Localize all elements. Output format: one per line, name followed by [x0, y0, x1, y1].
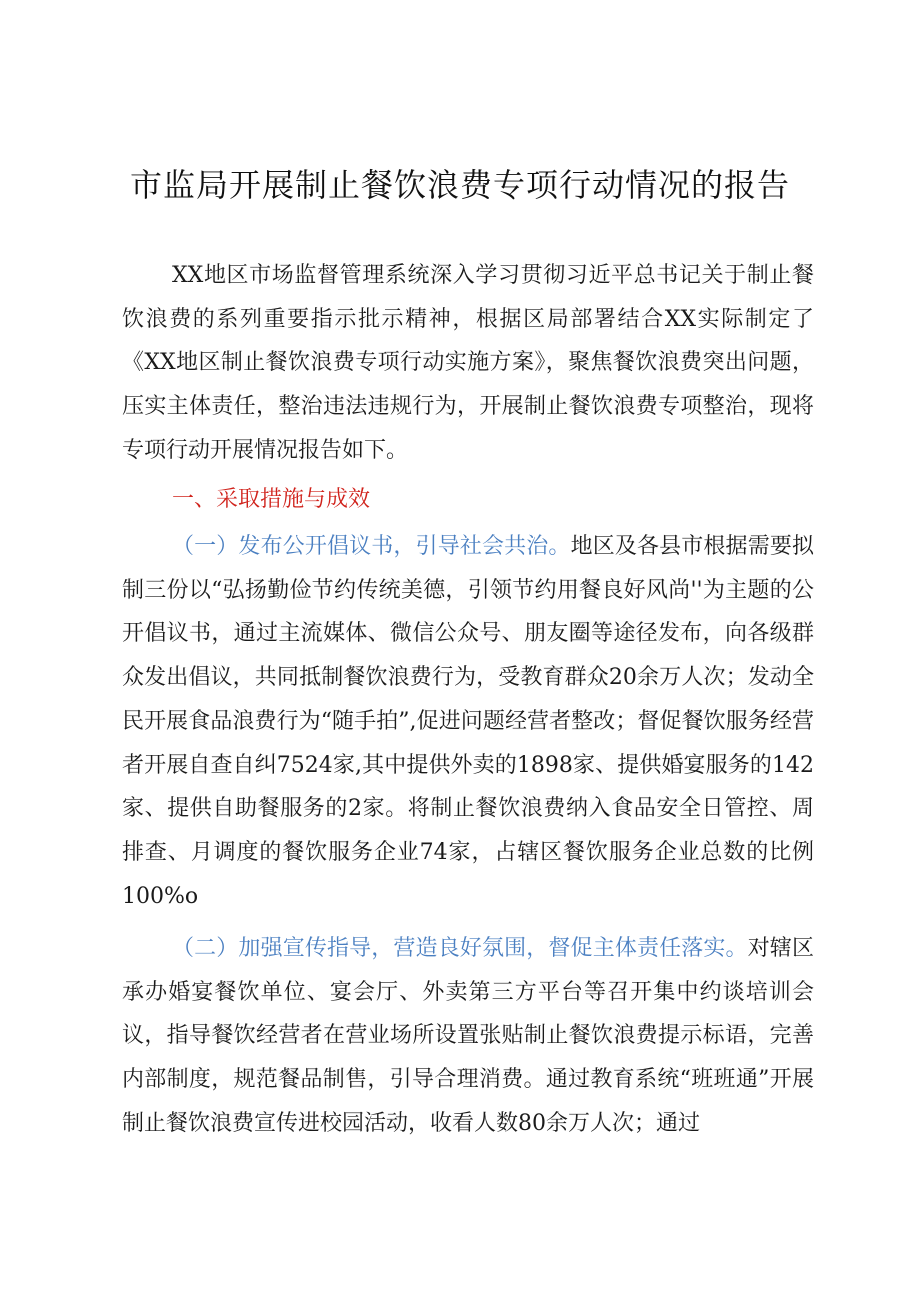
item-1-text: 地区及各县市根据需要拟制三份以“弘扬勤俭节约传统美德，引领节约用餐良好风尚''为主题的公开倡议书，通过主流媒体、微信公众号、朋友圈等途径发布，向各级群众发出倡议，共同抵制餐饮浪费行为，受教育群众20余万人次；发动全民开展食品浪费行为“随手拍”,促进问题经营者整改；督促餐饮服务经营者开展自查自纠7524家,其中提供外卖的1898家、提供婚宴服务的142家、提供自助餐服务的2家。将制止餐饮浪费纳入食品安全日管控、周排查、月调度的餐饮服务企业74家，占辖区餐饮服务企业总数的比例100%o — [122, 534, 814, 909]
document-title: 市监局开展制止餐饮浪费专项行动情况的报告 — [129, 166, 790, 204]
item-2-subheading: （二）加强宣传指导，营造良好氛围，督促主体责任落实。 — [172, 936, 748, 961]
paragraph-item-1 — [122, 525, 814, 918]
item-2-text: 对辖区承办婚宴餐饮单位、宴会厅、外卖第三方平台等召开集中约谈培训会议，指导餐饮经营者在营业场所设置张贴制止餐饮浪费提示标语，完善内部制度，规范餐品制售，引导合理消费。通过教育系统“班班通”开展制止餐饮浪费宣传进校园活动，收看人数80余万人次；通过 — [122, 936, 814, 1136]
section-heading: 一、采取措施与成效 — [172, 487, 371, 512]
intro-paragraph: XX地区市场监督管理系统深入学习贯彻习近平总书记关于制止餐饮浪费的系列重要指示批示精神，根据区局部署结合XX实际制定了《XX地区制止餐饮浪费专项行动实施方案》，聚焦餐饮浪费突出问题，压实主体责任，整治违法违规行为，开展制止餐饮浪费专项整治，现将专项行动开展情况报告如下。 — [122, 263, 814, 463]
item-1-subheading: （一）发布公开倡议书，引导社会共治。 — [172, 534, 571, 559]
paragraph-item-2 — [122, 927, 814, 1146]
